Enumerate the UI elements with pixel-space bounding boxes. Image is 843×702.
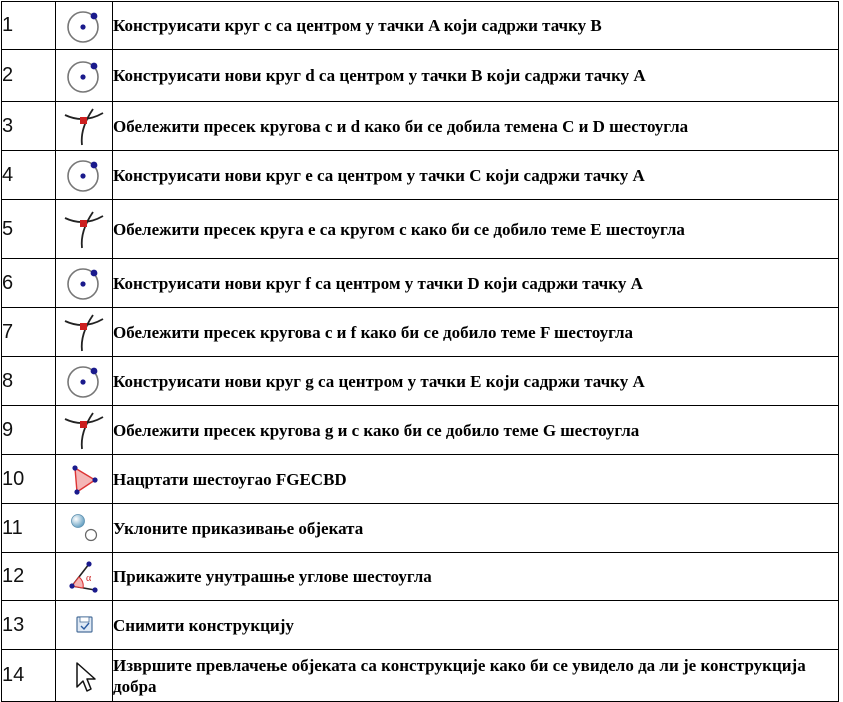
step-row xyxy=(2,553,839,601)
polygon-tool-icon xyxy=(56,455,113,504)
step-text: Конструисати нови круг f са центром у тачки D који садржи тачку A xyxy=(113,259,839,308)
show-hide-tool-icon xyxy=(56,504,113,553)
circle-tool-icon xyxy=(56,2,113,50)
step-row xyxy=(2,650,839,702)
step-number: 14 xyxy=(2,650,56,702)
step-number: 8 xyxy=(2,357,56,406)
step-row xyxy=(2,151,839,200)
intersect-tool-icon xyxy=(56,200,113,259)
circle-tool-icon xyxy=(56,50,113,102)
angle-tool-icon xyxy=(56,553,113,601)
step-row xyxy=(2,102,839,151)
step-number: 12 xyxy=(2,553,56,601)
step-number: 1 xyxy=(2,2,56,50)
step-text: Уклоните приказивање објеката xyxy=(113,504,839,553)
step-row xyxy=(2,200,839,259)
step-number: 13 xyxy=(2,601,56,650)
step-text: Извршите превлачење објеката са конструкције како би се увидело да ли је конструкција добра xyxy=(113,650,839,702)
step-number: 6 xyxy=(2,259,56,308)
step-text: Обележити пресек кругова c и d како би се добила темена C и D шестоугла xyxy=(113,102,839,151)
circle-tool-icon xyxy=(56,259,113,308)
step-text: Снимити конструкцију xyxy=(113,601,839,650)
step-row xyxy=(2,2,839,50)
step-number: 3 xyxy=(2,102,56,151)
step-text: Обележити пресек круга e са кругом c како би се добило теме E шестоугла xyxy=(113,200,839,259)
step-text: Обележити пресек кругова c и f како би се добило теме F шестоугла xyxy=(113,308,839,357)
step-text: Конструисати нови круг e са центром у тачки C који садржи тачку A xyxy=(113,151,839,200)
intersect-tool-icon xyxy=(56,406,113,455)
step-text: Обележити пресек кругова g и c како би се добило теме G шестоугла xyxy=(113,406,839,455)
move-tool-icon xyxy=(56,650,113,702)
step-text: Прикажите унутрашње углове шестоугла xyxy=(113,553,839,601)
svg-text:α: α xyxy=(86,572,92,584)
step-row xyxy=(2,455,839,504)
step-number: 11 xyxy=(2,504,56,553)
step-row xyxy=(2,601,839,650)
step-row xyxy=(2,50,839,102)
step-number: 10 xyxy=(2,455,56,504)
step-number: 5 xyxy=(2,200,56,259)
step-text: Нацртати шестоугао FGECBD xyxy=(113,455,839,504)
steps-table xyxy=(1,1,839,702)
intersect-tool-icon xyxy=(56,308,113,357)
step-number: 9 xyxy=(2,406,56,455)
save-tool-icon xyxy=(56,601,113,650)
step-row xyxy=(2,504,839,553)
step-row xyxy=(2,259,839,308)
step-row xyxy=(2,308,839,357)
step-text: Конструисати нови круг g са центром у тачки E који садржи тачку A xyxy=(113,357,839,406)
intersect-tool-icon xyxy=(56,102,113,151)
step-row xyxy=(2,406,839,455)
step-text: Конструисати нови круг d са центром у тачки B који садржи тачку A xyxy=(113,50,839,102)
step-number: 2 xyxy=(2,50,56,102)
circle-tool-icon xyxy=(56,151,113,200)
step-number: 4 xyxy=(2,151,56,200)
step-number: 7 xyxy=(2,308,56,357)
step-row xyxy=(2,357,839,406)
circle-tool-icon xyxy=(56,357,113,406)
step-text: Конструисати круг c са центром у тачки A који садржи тачку B xyxy=(113,2,839,50)
